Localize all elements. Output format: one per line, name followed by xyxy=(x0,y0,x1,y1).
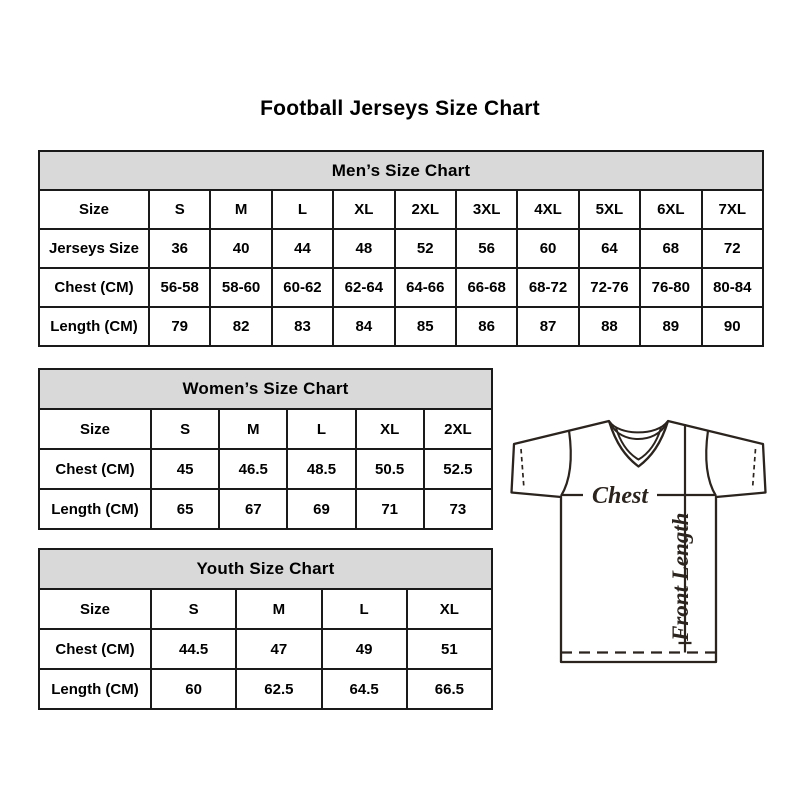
table-cell: 64-66 xyxy=(395,268,456,307)
table-cell: 48 xyxy=(333,229,394,268)
table-cell: 46.5 xyxy=(219,449,287,489)
table-cell: 6XL xyxy=(640,190,701,229)
table-cell: 89 xyxy=(640,307,701,346)
table-row xyxy=(39,307,763,346)
table-cell: 3XL xyxy=(456,190,517,229)
table-cell: 90 xyxy=(702,307,763,346)
table-cell: 52 xyxy=(395,229,456,268)
table-row xyxy=(39,669,492,709)
table-cell: 85 xyxy=(395,307,456,346)
table-cell: 86 xyxy=(456,307,517,346)
table-cell: XL xyxy=(333,190,394,229)
table-cell: 64 xyxy=(579,229,640,268)
table-title: Men’s Size Chart xyxy=(39,151,763,190)
table-cell: 68-72 xyxy=(517,268,578,307)
table-cell: XL xyxy=(407,589,492,629)
table-cell: 73 xyxy=(424,489,492,529)
table-cell: 44.5 xyxy=(151,629,236,669)
table-row xyxy=(39,489,492,529)
table-cell: L xyxy=(287,409,355,449)
jersey-outline xyxy=(512,421,766,662)
table-cell: 50.5 xyxy=(356,449,424,489)
table-cell: L xyxy=(322,589,407,629)
table-cell: 82 xyxy=(210,307,271,346)
table-title-row xyxy=(39,549,492,589)
row-label: Length (CM) xyxy=(39,307,149,346)
table-cell: 56-58 xyxy=(149,268,210,307)
table-row xyxy=(39,229,763,268)
table-row xyxy=(39,190,763,229)
table-cell: S xyxy=(151,409,219,449)
table-cell: M xyxy=(210,190,271,229)
table-cell: 44 xyxy=(272,229,333,268)
jersey-measurement-diagram xyxy=(495,405,785,680)
table-cell: 65 xyxy=(151,489,219,529)
table-title-row xyxy=(39,151,763,190)
table-title-row xyxy=(39,369,492,409)
table-cell: 72 xyxy=(702,229,763,268)
table-cell: 58-60 xyxy=(210,268,271,307)
table-cell: 67 xyxy=(219,489,287,529)
table-cell: 40 xyxy=(210,229,271,268)
table-cell: 69 xyxy=(287,489,355,529)
table-title: Youth Size Chart xyxy=(39,549,492,589)
table-cell: 72-76 xyxy=(579,268,640,307)
table-cell: L xyxy=(272,190,333,229)
table-cell: 2XL xyxy=(395,190,456,229)
table-cell: 79 xyxy=(149,307,210,346)
table-cell: 2XL xyxy=(424,409,492,449)
womens-size-table xyxy=(38,368,493,530)
table-cell: 4XL xyxy=(517,190,578,229)
row-label: Length (CM) xyxy=(39,489,151,529)
row-label: Chest (CM) xyxy=(39,629,151,669)
table-cell: 49 xyxy=(322,629,407,669)
table-cell: XL xyxy=(356,409,424,449)
table-cell: 45 xyxy=(151,449,219,489)
row-label: Size xyxy=(39,190,149,229)
table-title: Women’s Size Chart xyxy=(39,369,492,409)
page-title: Football Jerseys Size Chart xyxy=(260,97,540,120)
table-cell: 80-84 xyxy=(702,268,763,307)
table-row xyxy=(39,589,492,629)
table-cell: 71 xyxy=(356,489,424,529)
table-row xyxy=(39,409,492,449)
table-cell: 76-80 xyxy=(640,268,701,307)
collar-back-arc-outer xyxy=(610,422,668,433)
mens-size-table xyxy=(38,150,764,347)
row-label: Size xyxy=(39,409,151,449)
table-cell: 36 xyxy=(149,229,210,268)
table-row xyxy=(39,449,492,489)
youth-size-table xyxy=(38,548,493,710)
table-cell: 68 xyxy=(640,229,701,268)
table-cell: M xyxy=(236,589,321,629)
table-cell: S xyxy=(149,190,210,229)
table-cell: 62-64 xyxy=(333,268,394,307)
table-cell: 51 xyxy=(407,629,492,669)
table-cell: 66-68 xyxy=(456,268,517,307)
table-cell: 83 xyxy=(272,307,333,346)
table-cell: 56 xyxy=(456,229,517,268)
chest-label: Chest xyxy=(591,483,649,509)
row-label: Chest (CM) xyxy=(39,268,149,307)
row-label: Chest (CM) xyxy=(39,449,151,489)
row-label: Jerseys Size xyxy=(39,229,149,268)
table-cell: 88 xyxy=(579,307,640,346)
table-cell: 87 xyxy=(517,307,578,346)
front-length-label: Front Length xyxy=(668,512,693,641)
row-label: Size xyxy=(39,589,151,629)
table-cell: 52.5 xyxy=(424,449,492,489)
table-cell: 60-62 xyxy=(272,268,333,307)
table-cell: 84 xyxy=(333,307,394,346)
row-label: Length (CM) xyxy=(39,669,151,709)
table-cell: M xyxy=(219,409,287,449)
table-cell: 7XL xyxy=(702,190,763,229)
table-cell: 47 xyxy=(236,629,321,669)
table-cell: 66.5 xyxy=(407,669,492,709)
table-cell: 60 xyxy=(517,229,578,268)
table-cell: 62.5 xyxy=(236,669,321,709)
table-cell: 64.5 xyxy=(322,669,407,709)
table-cell: 5XL xyxy=(579,190,640,229)
table-row xyxy=(39,629,492,669)
table-cell: 60 xyxy=(151,669,236,709)
table-cell: 48.5 xyxy=(287,449,355,489)
table-row xyxy=(39,268,763,307)
table-cell: S xyxy=(151,589,236,629)
